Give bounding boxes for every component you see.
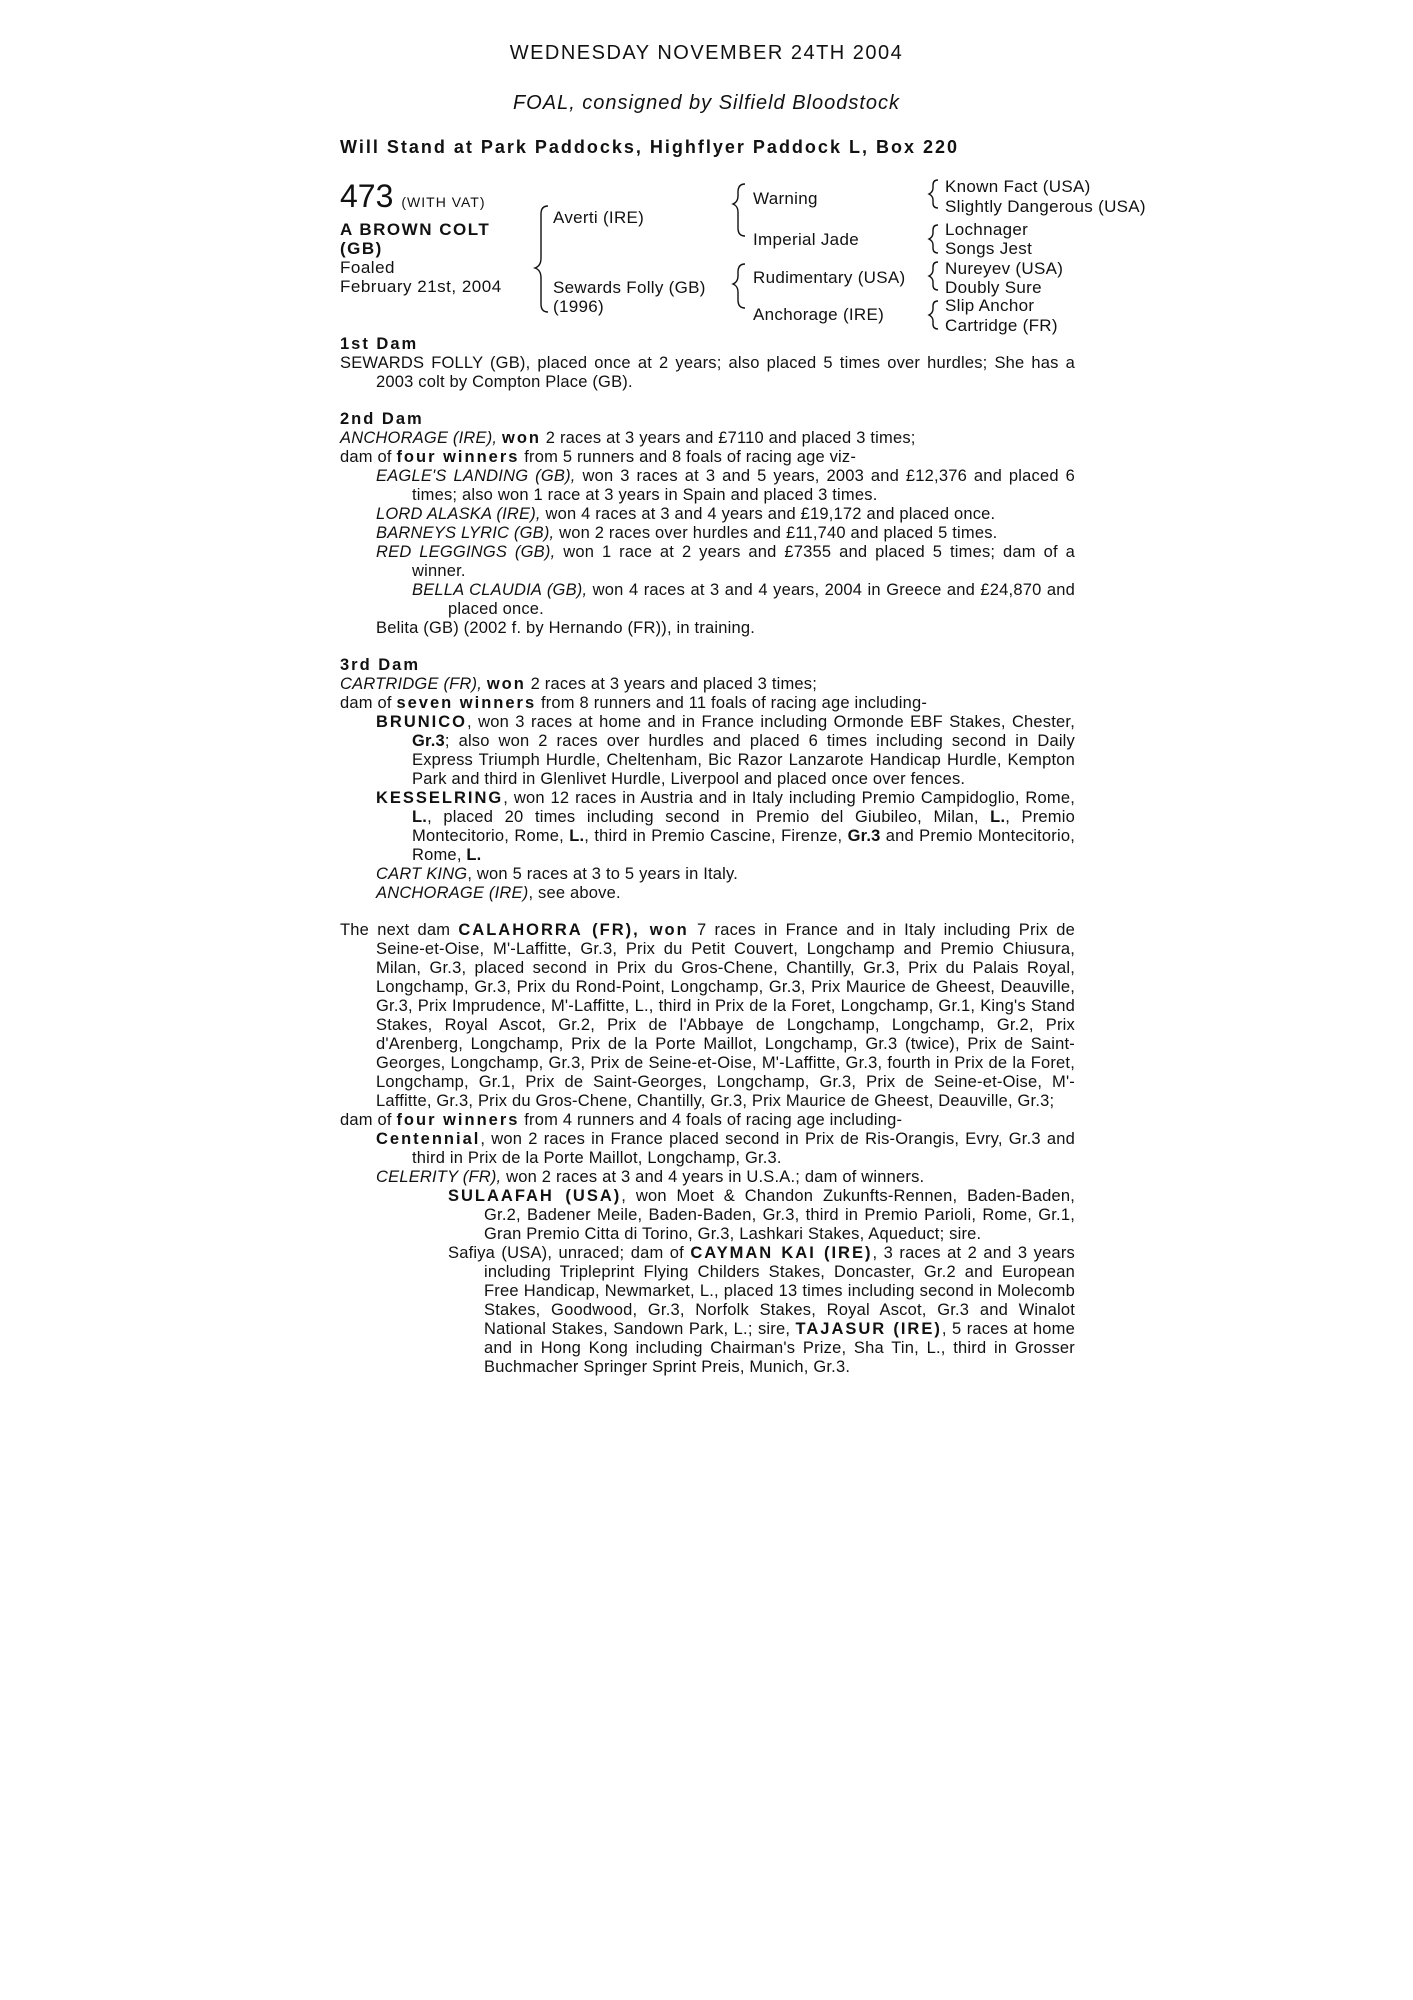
list-item: EAGLE'S LANDING (GB), won 3 races at 3 and 5 years, 2003 and £12,376 and placed 6 times; also won 1 race at 3 years in Spain and placed 3 times. bbox=[376, 467, 1075, 504]
first-dam-text: SEWARDS FOLLY (GB), placed once at 2 years; also placed 5 times over hurdles; She has a 2003 colt by Compton Place (GB). bbox=[340, 354, 1075, 391]
pedigree-sds: Lochnager bbox=[945, 220, 1029, 239]
second-dam-record: ANCHORAGE (IRE), won 2 races at 3 years and £7110 and placed 3 times; bbox=[340, 429, 916, 447]
pedigree-ssd: Slightly Dangerous (USA) bbox=[945, 197, 1146, 216]
list-item: Safiya (USA), unraced; dam of CAYMAN KAI (IRE), 3 races at 2 and 3 years including Tripleprint Flying Childers Stakes, Doncaster, Gr.2 and European Free Handicap, Newmarket, L., placed 13 times including second in Molecomb Stakes, Goodwood, Gr.3, Norfolk Stakes, Royal Ascot, Gr.3 and Winalot National Stakes, Sandown Park, L.; sire, TAJASUR (IRE), 5 races at home and in Hong Kong including Chairman's Prize, Sha Tin, L., third in Grosser Buchmacher Springer Sprint Preis, Munich, Gr.3. bbox=[448, 1244, 1076, 1376]
list-item: CELERITY (FR), won 2 races at 3 and 4 years in U.S.A.; dam of winners. bbox=[376, 1168, 925, 1186]
third-dam-record: CARTRIDGE (FR), won 2 races at 3 years and placed 3 times; bbox=[340, 675, 818, 693]
pedigree-sdd: Songs Jest bbox=[945, 239, 1033, 258]
pedigree-dam-name: Sewards Folly (GB) bbox=[553, 278, 706, 297]
pedigree-dds: Slip Anchor bbox=[945, 296, 1035, 315]
list-item: LORD ALASKA (IRE), won 4 races at 3 and 4 years and £19,172 and placed once. bbox=[376, 505, 996, 523]
third-dam-produce: dam of seven winners from 8 runners and 11 foals of racing age including- bbox=[340, 694, 928, 712]
second-dam-heading: 2nd Dam bbox=[340, 410, 424, 428]
pedigree-dss: Nureyev (USA) bbox=[945, 259, 1064, 278]
list-item: ANCHORAGE (IRE), see above. bbox=[376, 884, 621, 902]
second-dam-produce: dam of four winners from 5 runners and 8 foals of racing age viz- bbox=[340, 448, 857, 466]
list-item: Centennial, won 2 races in France placed second in Prix de Ris-Orangis, Evry, Gr.3 and third in Prix de la Porte Maillot, Longchamp, Gr.3. bbox=[376, 1130, 1075, 1167]
foaled-label: Foaled bbox=[340, 258, 395, 277]
pedigree-dam-year: (1996) bbox=[553, 297, 604, 316]
list-item: Belita (GB) (2002 f. by Hernando (FR)), in training. bbox=[376, 619, 756, 637]
lot-number: 473 bbox=[340, 178, 394, 214]
sale-date: WEDNESDAY NOVEMBER 24TH 2004 bbox=[509, 42, 904, 64]
pedigree-brackets bbox=[0, 0, 1413, 340]
list-item: CART KING, won 5 races at 3 to 5 years in Italy. bbox=[376, 865, 739, 883]
pedigree-ddd: Cartridge (FR) bbox=[945, 316, 1058, 335]
list-item: BELLA CLAUDIA (GB), won 4 races at 3 and 4 years, 2004 in Greece and £24,870 and placed once. bbox=[412, 581, 1076, 618]
pedigree-sire-dam: Imperial Jade bbox=[753, 230, 859, 249]
list-item: BARNEYS LYRIC (GB), won 2 races over hurdles and £11,740 and placed 5 times. bbox=[376, 524, 998, 542]
pedigree-text bbox=[340, 335, 1075, 1377]
pedigree-dam-dam: Anchorage (IRE) bbox=[753, 305, 885, 324]
pedigree-sss: Known Fact (USA) bbox=[945, 177, 1091, 196]
stand-location: Will Stand at Park Paddocks, Highflyer Paddock L, Box 220 bbox=[340, 137, 959, 157]
list-item: RED LEGGINGS (GB), won 1 race at 2 years and £7355 and placed 5 times; dam of a winner. bbox=[376, 543, 1075, 580]
pedigree-dam bbox=[553, 278, 706, 316]
pedigree-sire: Averti (IRE) bbox=[553, 208, 645, 227]
next-dam-record: The next dam CALAHORRA (FR), won 7 races in France and in Italy including Prix de Seine-et-Oise, M'-Laffitte, Gr.3, Prix du Petit Couvert, Longchamp and Premio Chiusura, Milan, Gr.3, placed second in Prix du Gros-Chene, Chantilly, Gr.3, Prix du Palais Royal, Longchamp, Gr.3, Prix du Rond-Point, Longchamp, Gr.3, Prix Maurice de Gheest, Deauville, Gr.3, Prix Imprudence, M'-Laffitte, L., third in Prix de la Foret, Longchamp, Gr.1, King's Stand Stakes, Royal Ascot, Gr.2, Prix de l'Abbaye de Longchamp, Longchamp, Gr.2, Prix d'Arenberg, Longchamp, Prix de la Porte Maillot, Longchamp, Gr.3 (twice), Prix de Saint-Georges, Longchamp, Gr.3, Prix de Seine-et-Oise, M'-Laffitte, Gr.3, fourth in Prix de la Foret, Longchamp, Gr.1, Prix de Saint-Georges, Longchamp, Gr.3, Prix de Seine-et-Oise, M'-Laffitte, Gr.3, Prix du Gros-Chene, Chantilly, Gr.3, Prix Maurice de Gheest, Deauville, Gr.3; bbox=[340, 921, 1075, 1110]
next-dam-produce: dam of four winners from 4 runners and 4 foals of racing age including- bbox=[340, 1111, 903, 1129]
consignor-line: FOAL, consigned by Silfield Bloodstock bbox=[512, 92, 901, 114]
third-dam-heading: 3rd Dam bbox=[340, 656, 421, 674]
list-item: KESSELRING, won 12 races in Austria and in Italy including Premio Campidoglio, Rome, L., placed 20 times including second in Premio del Giubileo, Milan, L., Premio Montecitorio, Rome, L., third in Premio Cascine, Firenze, Gr.3 and Premio Montecitorio, Rome, L. bbox=[376, 789, 1075, 864]
pedigree-dam-sire: Rudimentary (USA) bbox=[753, 268, 906, 287]
pedigree-dsd: Doubly Sure bbox=[945, 278, 1042, 297]
list-item: SULAAFAH (USA), won Moet & Chandon Zukunfts-Rennen, Baden-Baden, Gr.2, Badener Meile, Baden-Baden, Gr.3, third in Premio Parioli, Rome, Gr.1, Gran Premio Citta di Torino, Gr.3, Lashkari Stakes, Aqueduct; sire. bbox=[448, 1187, 1075, 1243]
vat-note: (WITH VAT) bbox=[401, 194, 486, 210]
colt-line-2: (GB) bbox=[340, 239, 383, 258]
pedigree-sire-sire: Warning bbox=[753, 189, 818, 208]
first-dam-heading: 1st Dam bbox=[340, 335, 419, 353]
colt-line-1: A BROWN COLT bbox=[340, 220, 491, 239]
list-item: BRUNICO, won 3 races at home and in France including Ormonde EBF Stakes, Chester, Gr.3; also won 2 races over hurdles and placed 6 times including second in Daily Express Triumph Hurdle, Cheltenham, Bic Razor Lanzarote Handicap Hurdle, Kempton Park and third in Glenlivet Hurdle, Liverpool and placed once over fences. bbox=[376, 713, 1075, 788]
foaled-date: February 21st, 2004 bbox=[340, 277, 502, 296]
